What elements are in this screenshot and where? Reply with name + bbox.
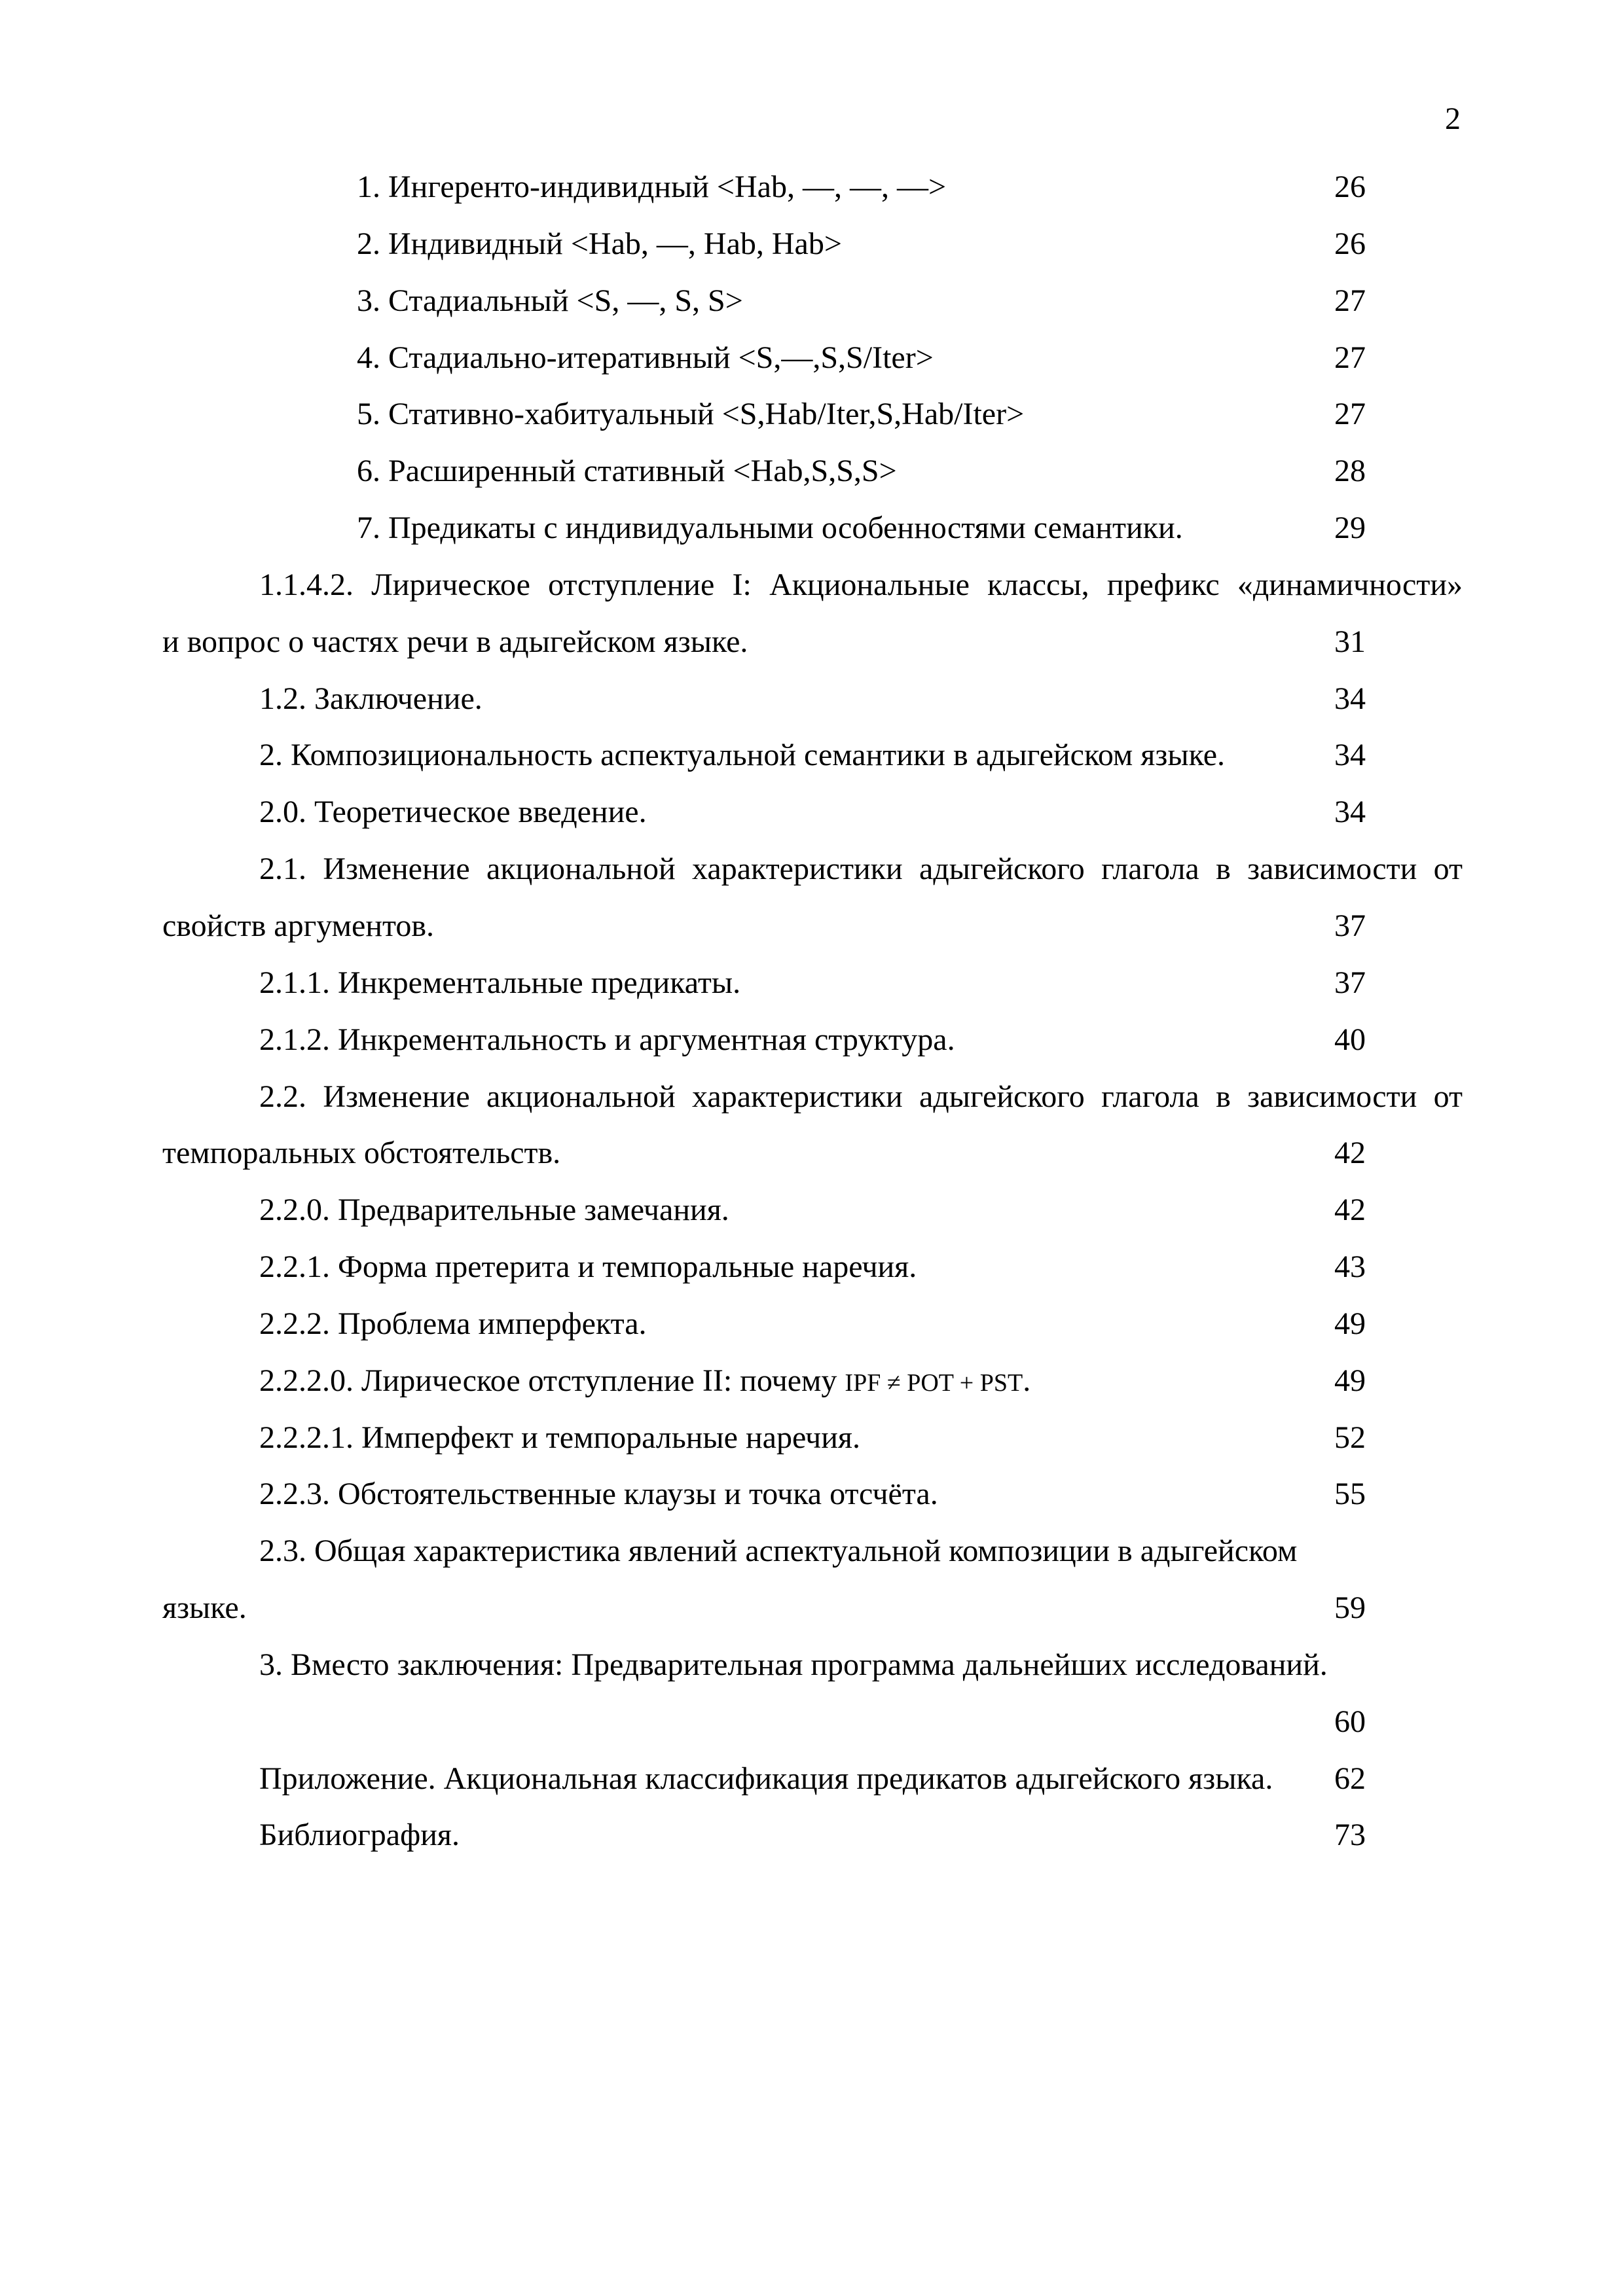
table-of-contents: [0, 159, 1623, 1864]
toc-entry-title: 4. Стадиально-итеративный <S,—,S,S/Iter>: [357, 340, 934, 375]
toc-entry-page: 27: [1334, 397, 1366, 432]
toc-entry: [0, 784, 1623, 841]
toc-entry: [0, 1182, 1623, 1239]
toc-entry-page: 73: [1334, 1818, 1366, 1853]
toc-entry: [0, 216, 1623, 273]
toc-entry-title: 1. Ингеренто-индивидный <Hab, —, —, —>: [357, 170, 947, 204]
toc-entry-title: Библиография.: [259, 1818, 460, 1853]
toc-entry-line1: [0, 557, 1623, 614]
toc-entry-title: 2. Композициональность аспектуальной семантики в адыгейском языке.: [259, 738, 1226, 773]
toc-entry-page: 40: [1334, 1022, 1366, 1057]
toc-entry: [0, 1410, 1623, 1467]
toc-entry: [0, 727, 1623, 784]
toc-entry-page: 34: [1334, 795, 1366, 830]
toc-entry-line2: [0, 1580, 1623, 1637]
toc-entry-page: 37: [1334, 908, 1366, 943]
toc-entry-page: 59: [1334, 1590, 1366, 1626]
toc-entry-page: 49: [1334, 1306, 1366, 1341]
toc-entry-page: 27: [1334, 283, 1366, 318]
toc-entry-title: 1.1.4.2. Лирическое отступление I: Акциональные классы, префикс «динамичности»: [259, 567, 1463, 602]
toc-entry-title: 7. Предикаты с индивидуальными особенностями семантики.: [357, 511, 1183, 546]
toc-entry-title-suffix: .: [1023, 1363, 1031, 1398]
toc-entry-page: 34: [1334, 681, 1366, 716]
toc-entry-title: 2.2.1. Форма претерита и темпоральные наречия.: [259, 1249, 917, 1285]
toc-entry-page: 31: [1334, 624, 1366, 659]
toc-entry-title: 2.2.3. Обстоятельственные клаузы и точка отсчёта.: [259, 1477, 938, 1512]
toc-entry-title: 2.2.2.1. Имперфект и темпоральные наречия.: [259, 1420, 860, 1455]
toc-entry-title: 2. Индивидный <Hab, —, Hab, Hab>: [357, 226, 842, 261]
toc-entry-page: 26: [1334, 170, 1366, 204]
toc-entry-page: 49: [1334, 1363, 1366, 1398]
toc-entry-title: 3. Стадиальный <S, —, S, S>: [357, 283, 743, 318]
toc-entry: [0, 159, 1623, 216]
toc-entry-page: 42: [1334, 1136, 1366, 1171]
toc-entry-line2: [0, 898, 1623, 955]
toc-entry-line1: [0, 1069, 1623, 1126]
toc-entry-title: 2.1. Изменение акциональной характеристики адыгейского глагола в зависимости от: [259, 852, 1463, 887]
toc-entry-line2: [0, 1694, 1623, 1751]
toc-entry-title: 2.3. Общая характеристика явлений аспектуальной композиции в адыгейском: [259, 1534, 1298, 1569]
gloss-formula: IPF ≠ POT + PST: [845, 1369, 1023, 1397]
toc-entry-page: 28: [1334, 454, 1366, 489]
toc-entry-line2: [0, 1125, 1623, 1182]
toc-entry-title: 2.1.2. Инкрементальность и аргументная структура.: [259, 1022, 955, 1057]
toc-entry: [0, 500, 1623, 557]
toc-entry-page: 55: [1334, 1477, 1366, 1512]
toc-entry-title-continued: языке.: [162, 1590, 247, 1626]
toc-entry-title: 2.1.1. Инкрементальные предикаты.: [259, 965, 741, 1000]
toc-entry: [0, 1239, 1623, 1296]
toc-entry-title: 2.2. Изменение акциональной характеристики адыгейского глагола в зависимости от: [259, 1079, 1463, 1114]
toc-entry-line1: [0, 841, 1623, 898]
toc-entry: [0, 1353, 1623, 1410]
toc-entry-title: 2.2.0. Предварительные замечания.: [259, 1193, 729, 1228]
toc-entry: [0, 1466, 1623, 1523]
toc-entry: [0, 273, 1623, 330]
toc-entry-title: 1.2. Заключение.: [259, 681, 483, 716]
toc-entry-line1: [0, 1523, 1623, 1580]
page-number: 2: [1445, 101, 1461, 136]
toc-entry-page: 26: [1334, 226, 1366, 261]
toc-entry-title: 2.0. Теоретическое введение.: [259, 795, 647, 830]
toc-entry: [0, 1296, 1623, 1353]
toc-entry-page: 29: [1334, 511, 1366, 546]
toc-entry-page: 43: [1334, 1249, 1366, 1285]
toc-entry-page: 34: [1334, 738, 1366, 773]
toc-entry-page: 52: [1334, 1420, 1366, 1455]
toc-entry: [0, 1751, 1623, 1808]
toc-entry-title: 2.2.2. Проблема имперфекта.: [259, 1306, 647, 1341]
toc-entry-title-continued: темпоральных обстоятельств.: [162, 1136, 561, 1171]
toc-entry-title: Приложение. Акциональная классификация предикатов адыгейского языка.: [259, 1761, 1273, 1796]
toc-entry: [0, 386, 1623, 443]
toc-entry: [0, 443, 1623, 500]
toc-entry: [0, 1012, 1623, 1069]
toc-entry-line1: [0, 1637, 1623, 1694]
toc-entry: [0, 671, 1623, 728]
toc-entry: [0, 1807, 1623, 1864]
toc-entry-title-continued: и вопрос о частях речи в адыгейском языке.: [162, 624, 748, 659]
toc-entry-page: 27: [1334, 340, 1366, 375]
toc-entry-title: [259, 1353, 1030, 1412]
toc-entry-page: 60: [1334, 1704, 1366, 1739]
toc-entry-title: 5. Стативно-хабитуальный <S,Hab/Iter,S,Hab/Iter>: [357, 397, 1025, 432]
toc-entry-title: 3. Вместо заключения: Предварительная программа дальнейших исследований.: [259, 1647, 1328, 1682]
toc-entry: [0, 955, 1623, 1012]
toc-entry-page: 42: [1334, 1193, 1366, 1228]
toc-entry-title-continued: свойств аргументов.: [162, 908, 435, 943]
toc-entry-line2: [0, 614, 1623, 671]
toc-entry-page: 37: [1334, 965, 1366, 1000]
toc-entry-title-prefix: 2.2.2.0. Лирическое отступление II: почему: [259, 1363, 845, 1398]
toc-entry-title: 6. Расширенный стативный <Hab,S,S,S>: [357, 454, 897, 489]
toc-entry-page: 62: [1334, 1761, 1366, 1796]
toc-entry: [0, 330, 1623, 387]
